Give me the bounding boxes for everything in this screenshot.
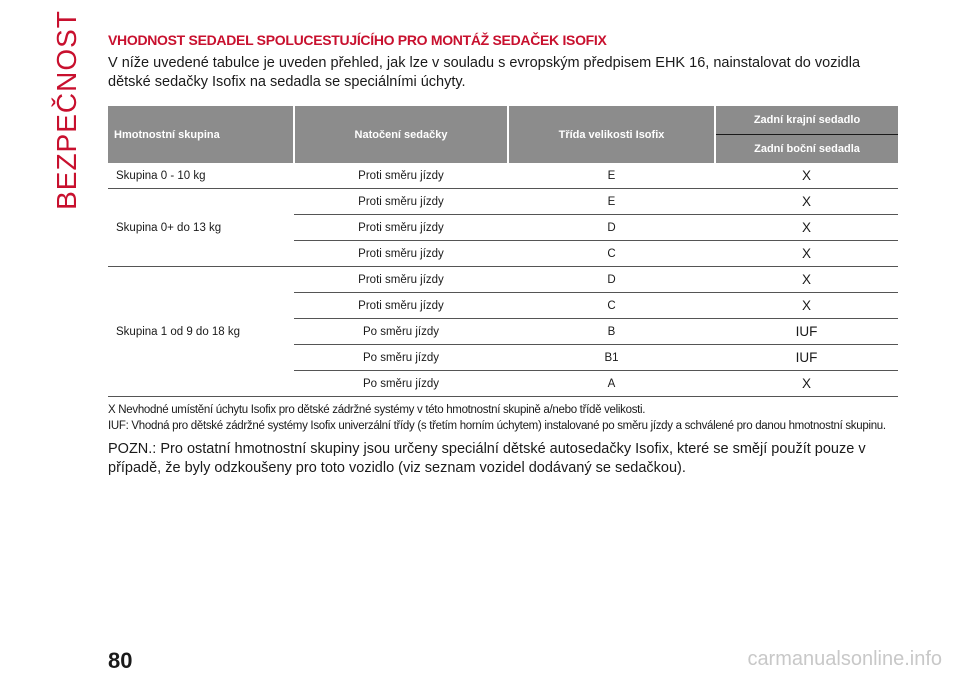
table-notes <box>108 403 898 434</box>
suitability-cell: X <box>715 241 898 267</box>
orientation-cell: Proti směru jízdy <box>294 163 508 189</box>
note-x: X Nevhodné umístění úchytu Isofix pro dětské zádržné systémy v této hmotnostní skupině a/nebo třídě velikosti. <box>108 404 646 416</box>
page-content <box>108 32 898 493</box>
suitability-cell: X <box>715 267 898 293</box>
orientation-cell: Po směru jízdy <box>294 345 508 371</box>
suitability-cell: X <box>715 371 898 397</box>
header-seat-orientation: Natočení sedačky <box>294 106 508 163</box>
table-row <box>108 189 898 215</box>
header-weight-group: Hmotnostní skupina <box>108 106 294 163</box>
header-isofix-size-class: Třída velikosti Isofix <box>508 106 715 163</box>
header-rear-side-seats: Zadní boční sedadla <box>715 135 898 164</box>
note-iuf: IUF: Vhodná pro dětské zádržné systémy Isofix univerzální třídy (s třetím horním úchytem) instalované po směru jízdy a schválené pro danou hmotnostní skupinu. <box>108 420 886 432</box>
size-class-cell: E <box>508 189 715 215</box>
page-number: 80 <box>108 648 133 673</box>
suitability-cell: IUF <box>715 319 898 345</box>
isofix-table <box>108 106 898 397</box>
intro-paragraph: V níže uvedené tabulce je uveden přehled, jak lze v souladu s evropským předpisem EHK 16, nainstalovat do vozidla dětské sedačky Isofix na sedadla se speciálními úchyty. <box>108 55 861 90</box>
weight-group-cell: Skupina 1 od 9 do 18 kg <box>108 267 294 397</box>
table-row <box>108 267 898 293</box>
suitability-cell: X <box>715 215 898 241</box>
orientation-cell: Po směru jízdy <box>294 371 508 397</box>
section-title: VHODNOST SEDADEL SPOLUCESTUJÍCÍHO PRO MONTÁŽ SEDAČEK ISOFIX <box>108 32 607 48</box>
side-section-label <box>42 10 92 210</box>
weight-group-cell: Skupina 0+ do 13 kg <box>108 189 294 267</box>
orientation-cell: Proti směru jízdy <box>294 267 508 293</box>
orientation-cell: Proti směru jízdy <box>294 293 508 319</box>
suitability-cell: X <box>715 163 898 189</box>
orientation-cell: Proti směru jízdy <box>294 215 508 241</box>
suitability-cell: X <box>715 293 898 319</box>
pozn-paragraph: POZN.: Pro ostatní hmotnostní skupiny jsou určeny speciální dětské autosedačky Isofix, které se smějí použít pouze v případě, že byly odzkoušeny pro toto vozidlo (viz seznam vozidel dodávaný se sedačkou). <box>108 441 866 476</box>
size-class-cell: C <box>508 293 715 319</box>
orientation-cell: Proti směru jízdy <box>294 241 508 267</box>
weight-group-cell: Skupina 0 - 10 kg <box>108 163 294 189</box>
size-class-cell: D <box>508 267 715 293</box>
table-row <box>108 163 898 189</box>
size-class-cell: E <box>508 163 715 189</box>
orientation-cell: Po směru jízdy <box>294 319 508 345</box>
header-rear-outer-seat: Zadní krajní sedadlo <box>715 106 898 135</box>
size-class-cell: A <box>508 371 715 397</box>
size-class-cell: B1 <box>508 345 715 371</box>
side-section-label-text: BEZPEČNOST <box>51 10 82 210</box>
size-class-cell: C <box>508 241 715 267</box>
watermark: carmanualsonline.info <box>747 648 942 670</box>
size-class-cell: B <box>508 319 715 345</box>
suitability-cell: IUF <box>715 345 898 371</box>
suitability-cell: X <box>715 189 898 215</box>
orientation-cell: Proti směru jízdy <box>294 189 508 215</box>
size-class-cell: D <box>508 215 715 241</box>
